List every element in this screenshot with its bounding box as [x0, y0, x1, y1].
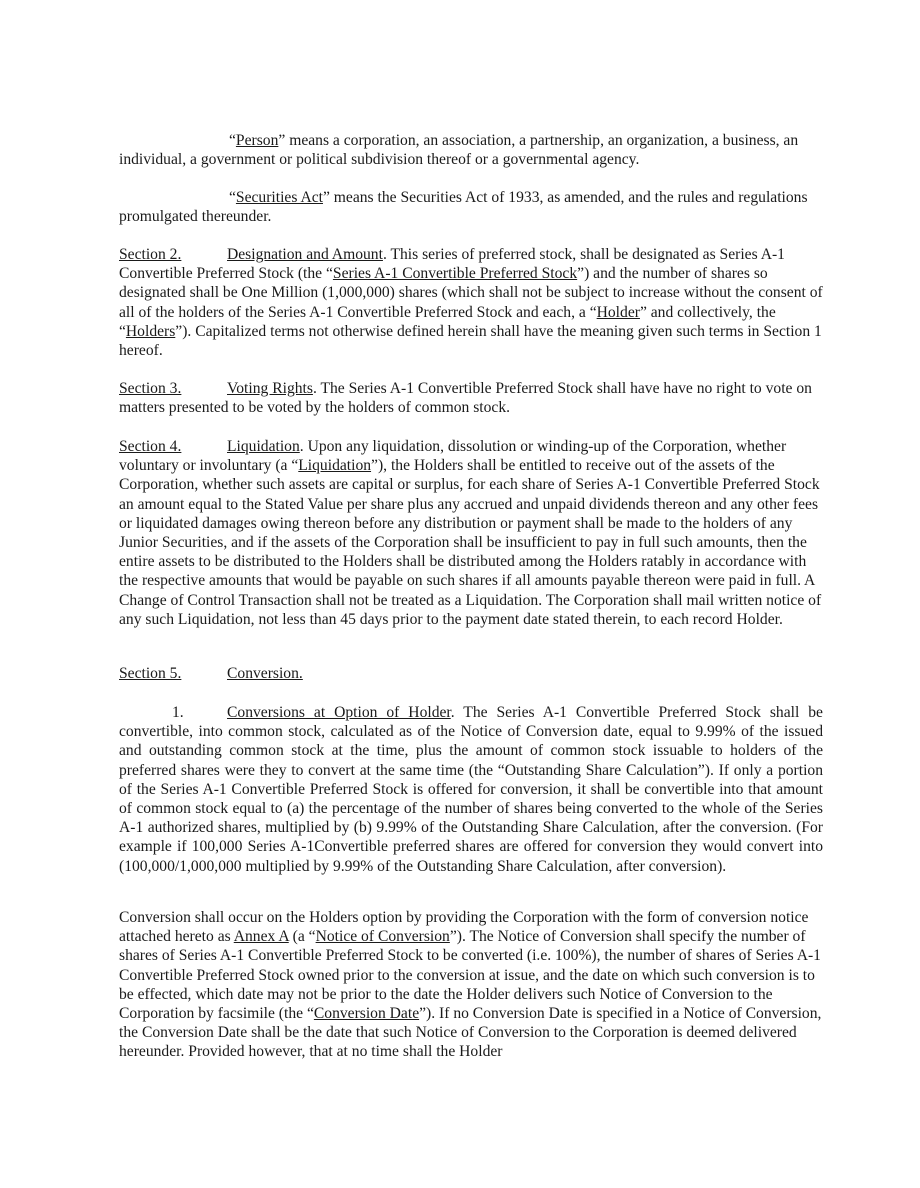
- defined-term: Notice of Conversion: [315, 928, 450, 946]
- defined-term: Holders: [125, 322, 176, 340]
- section-4: [119, 437, 823, 629]
- section-heading: Designation and Amount: [227, 246, 383, 263]
- section-label: Section 4.: [119, 438, 182, 455]
- section-heading: Conversion.: [227, 665, 303, 682]
- section-text: ”). Capitalized terms not otherwise defined herein shall have the meaning given such terms in Section 1 hereof.: [119, 322, 822, 360]
- section-text: ” and collectively, the “: [119, 303, 776, 340]
- section-heading: Liquidation: [227, 438, 300, 455]
- paragraph-text: (a “: [288, 928, 316, 946]
- paragraph-text: Conversion shall occur on the Holders option by providing the Corporation with the form of conversion notice attached hereto as: [119, 909, 809, 946]
- item-heading: Conversions at Option of Holder: [227, 704, 451, 721]
- section-text: ”) and the number of shares so designated shall be One Million (1,000,000) shares (which shall not be subject to increase without the consent of all of the holders of the Series A-1 Convertible Preferred Stock and each, a “: [119, 265, 823, 321]
- annex-reference: Annex A: [233, 928, 289, 946]
- section-heading: Voting Rights: [227, 380, 313, 397]
- section-label: Section 5.: [119, 665, 182, 682]
- definition-person: “Person” means a corporation, an association, a partnership, an organization, a business, an individual, a government or political subdivision thereof or a governmental agency.: [119, 132, 799, 169]
- section-text: . Upon any liquidation, dissolution or winding-up of the Corporation, whether voluntary or involuntary (a “: [119, 438, 787, 475]
- paragraph-text: ”). If no Conversion Date is specified in a Notice of Conversion, the Conversion Date shall be the date that such Notice of Conversion to the Corporation is deemed delivered hereunder. Provided however, that at no time shall the Holder: [119, 1005, 822, 1061]
- defined-term: Person: [235, 132, 279, 149]
- section-label: Section 3.: [119, 380, 182, 397]
- defined-term: Holder: [596, 303, 640, 321]
- paragraph-text: ”). The Notice of Conversion shall specify the number of shares of Series A-1 Convertible Preferred Stock to be converted (i.e. 100%), the number of shares of Series A-1 Convertible Preferred Stock owned prior to the conversion at issue, and the date on which such conversion is to be effected, which date may not be prior to the date the Holder delivers such Notice of Conversion to the Corporation by facsimile (the “: [119, 928, 821, 1023]
- section-text: ”), the Holders shall be entitled to receive out of the assets of the Corporation, whether such assets are capital or surplus, for each share of Series A-1 Convertible Preferred Stock an amount equal to the Stated Value per share plus any accrued and unpaid dividends thereon and any other fees or liquidated damages owing thereon before any distribution or payment shall be made to the holders of any Junior Securities, and if the assets of the Corporation shall be insufficient to pay in full such amounts, then the entire assets to be distributed to the Holders shall be distributed among the Holders ratably in accordance with the respective amounts that would be payable on such shares if all amounts payable thereon were paid in full. A Change of Control Transaction shall not be treated as a Liquidation. The Corporation shall mail written notice of any such Liquidation, not less than 45 days prior to the payment date stated therein, to each record Holder.: [119, 457, 822, 628]
- definition-text: means a corporation, an association, a partnership, an organization, a business, an individual, a government or political subdivision thereof or a governmental agency.: [119, 132, 799, 169]
- defined-term: Securities Act: [235, 189, 323, 206]
- section-5-paragraph-2: [119, 908, 823, 1062]
- section-2: [119, 245, 823, 360]
- item-number: 1.: [172, 704, 184, 721]
- section-3: [119, 379, 823, 417]
- definition-securities-act: “Securities Act” means the Securities Act of 1933, as amended, and the rules and regulations promulgated thereunder.: [119, 189, 808, 226]
- defined-term: Conversion Date: [313, 1005, 420, 1023]
- item-text: . The Series A-1 Convertible Preferred Stock shall be convertible, into common stock, calculated as of the Notice of Conversion date, equal to 9.99% of the issued and outstanding common stock at the time, plus the amount of common stock issuable to holders of the preferred shares were they to convert at the same time (the “Outstanding Share Calculation”). If only a portion of the Series A-1 Convertible Preferred Stock is offered for conversion, it shall be convertible into that amount of common stock equal to (a) the percentage of the number of shares being converted to the whole of the Series A-1 authorized shares, multiplied by (b) 9.99% of the Outstanding Share Calculation, after the conversion. (For example if 100,000 Series A-1Convertible preferred shares are offered for conversion they would convert into (100,000/1,000,000 multiplied by 9.99% of the Outstanding Share Calculation, after conversion).: [119, 704, 823, 875]
- defined-term: Liquidation: [298, 457, 372, 475]
- defined-term: Series A-1 Convertible Preferred Stock: [332, 265, 578, 283]
- section-text: . This series of preferred stock, shall be designated as Series A-1 Convertible Preferred Stock (the “: [119, 246, 785, 283]
- section-5: [119, 664, 823, 683]
- section-label: Section 2.: [119, 246, 182, 263]
- section-text: . The Series A-1 Convertible Preferred Stock shall have have no right to vote on matters presented to be voted by the holders of common stock.: [119, 380, 812, 417]
- definition-text: means the Securities Act of 1933, as amended, and the rules and regulations promulgated thereunder.: [119, 189, 808, 226]
- section-5-item-1: [119, 703, 823, 876]
